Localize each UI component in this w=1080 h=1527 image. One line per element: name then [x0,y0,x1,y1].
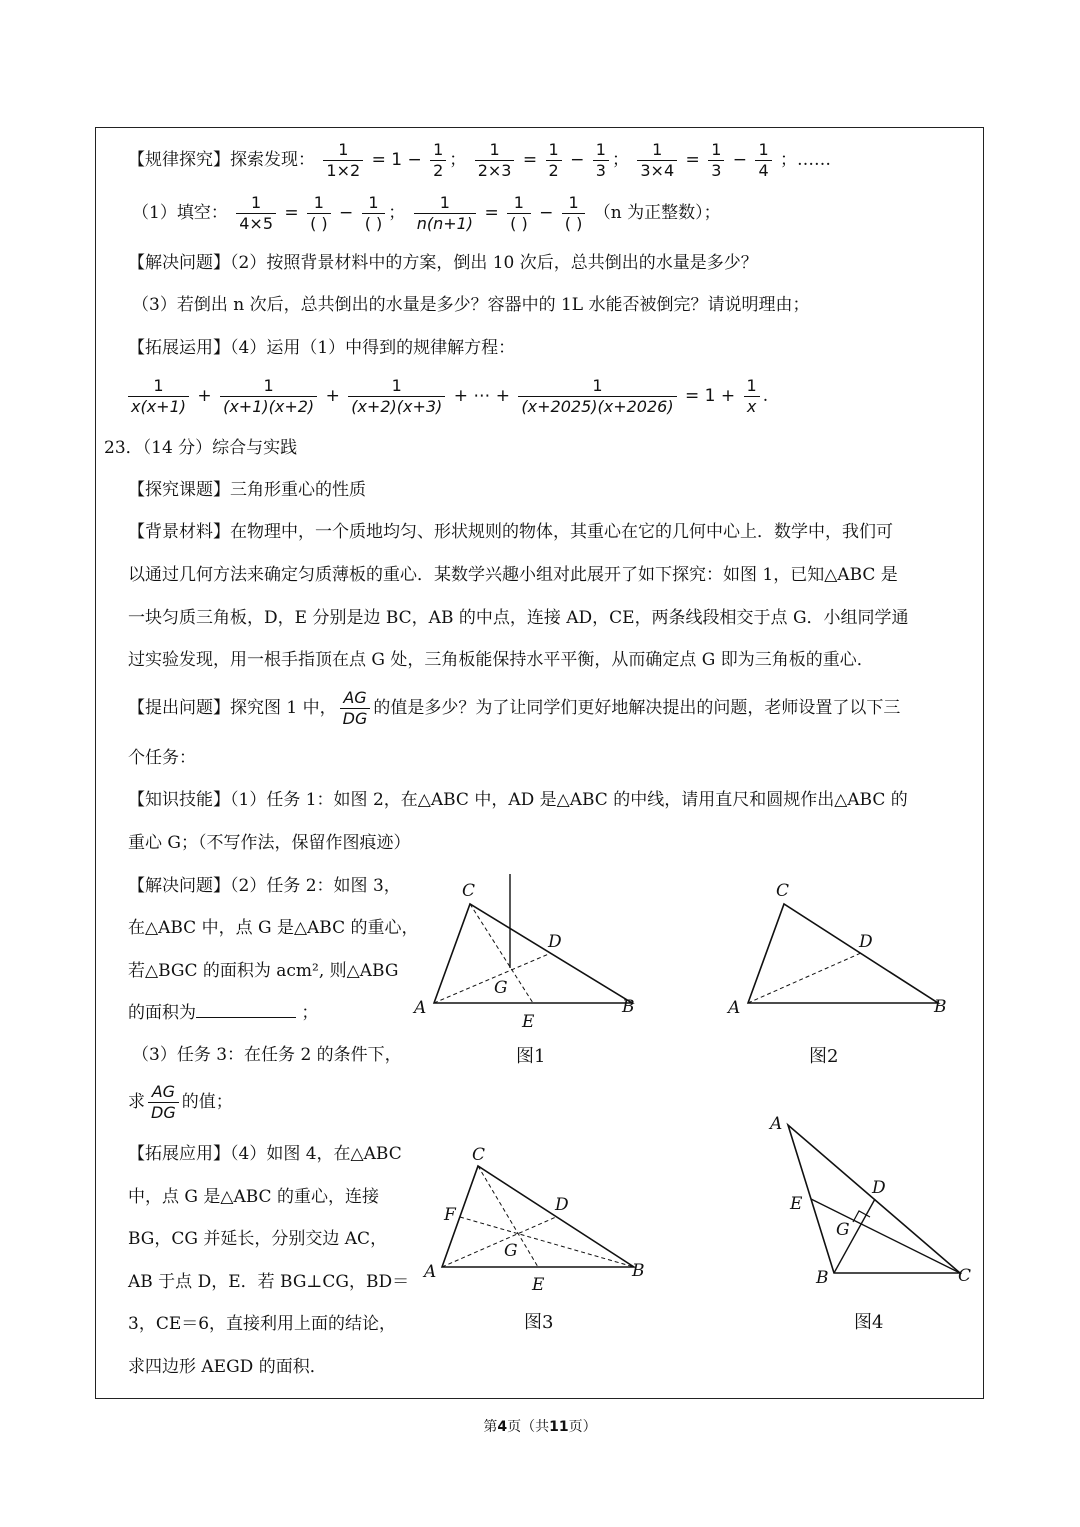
label-d: D [555,1195,569,1215]
label-g: G [494,978,508,998]
task4-line-3: BG，CG 并延长，分别交边 AC， [128,1229,388,1249]
background-line-2: 以通过几何方法来确定匀质薄板的重心．某数学兴趣小组对此展开了如下探究：如图 1，已知△ABC 是 [128,565,898,585]
label-d: D [872,1178,886,1198]
fraction: 1 ( ) [307,193,331,234]
task2-line-2: 在△ABC 中，点 G 是△ABC 的重心， [128,918,419,938]
label-d: D [548,932,562,952]
label-a: A [424,1262,437,1282]
fraction: $\frac{1}{3}$ [708,140,724,181]
fraction: $\frac{1}{2}$ [430,140,446,181]
figure-1-caption: 图1 [516,1046,546,1067]
ask-line [128,688,900,729]
task2-line-3: 若△BGC 的面积为 acm², 则△ABG [128,961,399,981]
fill-in-line: （1）填空： $\frac{1}{4\times 5}$ = 1 ( ) − 1 ( ) ； $\frac{1}{n(n+1)}$ = 1 ( ) − 1 ( ) （n 为正整数）； [132,193,721,233]
figure-2 [720,870,960,1070]
math-text: = 1 − [371,150,422,170]
segment-ce [811,1199,960,1273]
background-line-4: 过实验发现，用一根手指顶在点 G 处，三角板能保持水平平衡，从而确定点 G 即为三角板的重心． [128,650,874,670]
question-4-intro: 【拓展运用】（4）运用（1）中得到的规律解方程： [128,338,516,358]
fraction: $\frac{1}{x(x+1)}$ [128,376,189,417]
figure-1 [410,870,660,1070]
triangle-abc [788,1125,960,1273]
background-line-1: 【背景材料】在物理中，一个质地均匀、形状规则的物体，其重心在它的几何中心上．数学中，我们可 [128,522,893,542]
figure-2-caption: 图2 [809,1046,839,1067]
question-2: 【解决问题】（2）按照背景材料中的方案，倒出 10 次后，总共倒出的水量是多少？ [128,253,758,273]
task4-line-4: AB 于点 D，E．若 BG⊥CG，BD＝ [128,1272,410,1292]
task3-text: 的值； [181,1092,233,1112]
question-23-title: 23．（14 分）综合与实践 [104,438,298,458]
page-footer [0,1416,1080,1436]
fraction: $\frac{1}{(x+2025)(x+2026)}$ [518,376,676,417]
label-c: C [472,1145,486,1165]
fraction: $\frac{1}{2}$ [546,140,562,181]
task4-line-2: 中，点 G 是△ABC 的重心，连接 [128,1187,379,1207]
task2-tail: ； [301,1003,319,1023]
label-d: D [859,932,873,952]
task4-line-1: 【拓展应用】（4）如图 4，在△ABC [128,1144,402,1164]
question-3: （3）若倒出 n 次后，总共倒出的水量是多少？容器中的 1L 水能否被倒完？请说明理由； [132,295,810,315]
pattern-heading: 【规律探究】探索发现： [128,150,315,170]
label-f: F [444,1205,456,1225]
figure-3 [420,1140,660,1340]
label-b: B [934,997,947,1017]
ellipsis: ；…… [780,150,832,170]
pattern-line: 【规律探究】探索发现： $\frac{1}{1\times 2}$ = 1 − $\frac{1}{2}$ ； $\frac{1}{2\times 3}$ = $\frac{1}{2}$ − $\frac{1}{3}$ ； $\frac{1}{3\times 4}$ = $\frac{1}{3}$ − $\frac{1}{4}$ ；…… [128,140,832,180]
footer-text: 页） [568,1419,597,1435]
ask-text: 【提出问题】探究图 1 中， [128,698,337,718]
background-line-3: 一块匀质三角板，D，E 分别是边 BC，AB 的中点，连接 AD，CE，两条线段相交于点 G．小组同学通 [128,608,909,628]
fraction: $\frac{1}{(x+2)(x+3)}$ [348,376,445,417]
fraction: $\frac{1}{(x+1)(x+2)}$ [220,376,317,417]
task4-line-5: 3，CE＝6，直接利用上面的结论， [128,1314,397,1334]
task2-text: 的面积为 [128,1003,196,1023]
label-b: B [622,997,635,1017]
fraction: $\frac{1}{3}$ [593,140,609,181]
triangle-abc [748,904,938,1003]
task2-line-4 [128,1001,318,1025]
topic-line: 【探究课题】三角形重心的性质 [128,480,366,500]
ask-line-2: 个任务： [128,748,196,768]
fraction: $\frac{1}{2\times 3}$ [475,140,515,181]
fraction: 1 ( ) [507,193,531,234]
ask-text: 的值是多少？为了让同学们更好地解决提出的问题，老师设置了以下三 [373,698,901,718]
page-total: 11 [549,1419,569,1435]
label-e: E [532,1275,545,1295]
math-text: + ⋯ + [453,386,510,406]
label-a: A [770,1114,783,1134]
answer-blank[interactable] [196,1001,296,1018]
fraction: $\frac{AG}{DG}$ [148,1082,179,1123]
fill-in-heading: （1）填空： [132,203,228,223]
label-g: G [504,1241,518,1261]
equation-line: $\frac{1}{x(x+1)}$ + $\frac{1}{(x+1)(x+2)}$ + $\frac{1}{(x+2)(x+3)}$ + ⋯ + $\frac{1}{(x+2025)(x+2026)}$ = 1 + $\frac{1}{x}$ . [125,376,768,417]
label-g: G [836,1220,850,1240]
label-c: C [462,881,476,901]
median-ad [748,953,861,1003]
math-text: = 1 + [684,386,736,406]
fraction: $\frac{AG}{DG}$ [340,688,371,729]
triangle-abc [434,904,632,1003]
fraction: $\frac{1}{1\times 2}$ [323,140,363,181]
label-a: A [414,998,427,1018]
footer-text: 页（共 [507,1419,550,1435]
task1-line-1: 【知识技能】（1）任务 1：如图 2，在△ABC 中，AD 是△ABC 的中线，请用直尺和圆规作出△ABC 的 [128,790,908,810]
fraction: 1 ( ) [562,193,586,234]
median-ad [434,953,551,1003]
figure-3-caption: 图3 [524,1312,554,1333]
page-number: 4 [497,1419,508,1435]
label-b: B [632,1261,645,1281]
fraction: 1 ( ) [362,193,386,234]
fraction: $\frac{1}{4\times 5}$ [236,193,276,234]
footer-text: 第 [483,1419,498,1435]
task1-line-2: 重心 G；（不写作法，保留作图痕迹） [128,833,411,853]
label-c: C [776,881,790,901]
task3-line-1: （3）任务 3：在任务 2 的条件下， [132,1045,402,1065]
task3-text: 求 [128,1092,145,1112]
fraction: $\frac{1}{4}$ [755,140,771,181]
label-b: B [816,1268,829,1288]
task3-line-2 [128,1082,233,1123]
fraction: $\frac{1}{3\times 4}$ [637,140,677,181]
label-c: C [958,1266,972,1286]
median-ad [442,1217,556,1267]
label-e: E [522,1012,535,1032]
task4-line-6: 求四边形 AEGD 的面积． [128,1357,327,1377]
figure-4-caption: 图4 [854,1312,884,1333]
fraction: $\frac{1}{n(n+1)}$ [414,193,476,234]
label-a: A [728,998,741,1018]
fraction: $\frac{1}{x}$ [744,376,760,417]
triangle-abc [442,1166,634,1267]
task2-line-1: 【解决问题】（2）任务 2：如图 3， [128,876,401,896]
figure-4 [760,1105,980,1340]
label-e: E [790,1194,803,1214]
fill-in-tail: （n 为正整数）； [593,203,721,223]
median-bf [460,1217,634,1267]
